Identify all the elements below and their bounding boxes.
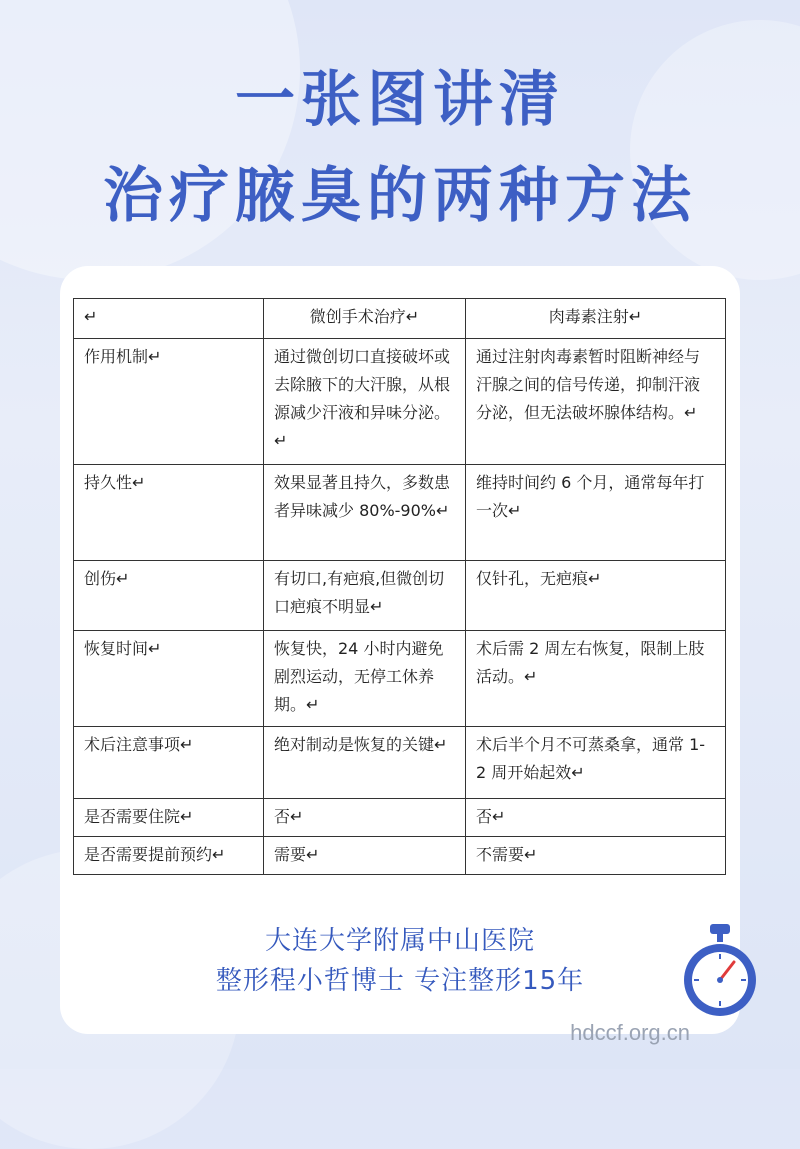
table-row bbox=[74, 561, 726, 631]
table-cell: 有切口,有疤痕,但微创切口疤痕不明显↵ bbox=[264, 561, 466, 631]
table-cell: 效果显著且持久，多数患者异味减少 80%-90%↵ bbox=[264, 465, 466, 561]
table-cell: 恢复快，24 小时内避免剧烈运动，无停工休养期。↵ bbox=[264, 631, 466, 727]
page-title-line2: 治疗腋臭的两种方法 bbox=[103, 161, 697, 231]
table-cell: 术后需 2 周左右恢复，限制上肢活动。↵ bbox=[466, 631, 726, 727]
table-row bbox=[74, 465, 726, 561]
header-cell-botox: 肉毒素注射↵ bbox=[466, 299, 726, 339]
row-label: 持久性↵ bbox=[74, 465, 264, 561]
watermark-text: hdccf.org.cn bbox=[570, 1020, 690, 1045]
table-cell: 否↵ bbox=[264, 799, 466, 837]
background-blob bbox=[0, 0, 300, 280]
row-label: 是否需要提前预约↵ bbox=[74, 837, 264, 875]
page-title-line1: 一张图讲清 bbox=[235, 65, 565, 135]
header-cell-empty: ↵ bbox=[74, 299, 264, 339]
hospital-name: 大连大学附属中山医院 bbox=[264, 926, 535, 956]
table-cell: 仅针孔，无疤痕↵ bbox=[466, 561, 726, 631]
table-row bbox=[74, 727, 726, 799]
row-label: 作用机制↵ bbox=[74, 339, 264, 465]
row-label: 恢复时间↵ bbox=[74, 631, 264, 727]
stopwatch-icon bbox=[680, 922, 760, 1022]
row-label: 创伤↵ bbox=[74, 561, 264, 631]
table-row bbox=[74, 799, 726, 837]
table-row bbox=[74, 339, 726, 465]
table-header-row bbox=[74, 299, 726, 339]
table-cell: 需要↵ bbox=[264, 837, 466, 875]
row-label: 术后注意事项↵ bbox=[74, 727, 264, 799]
table-cell: 维持时间约 6 个月，通常每年打一次↵ bbox=[466, 465, 726, 561]
table-row bbox=[74, 631, 726, 727]
table-row bbox=[74, 837, 726, 875]
table-cell: 术后半个月不可蒸桑拿，通常 1-2 周开始起效↵ bbox=[466, 727, 726, 799]
table-cell: 通过注射肉毒素暂时阻断神经与汗腺之间的信号传递，抑制汗液分泌，但无法破坏腺体结构。↵ bbox=[466, 339, 726, 465]
table-cell: 绝对制动是恢复的关键↵ bbox=[264, 727, 466, 799]
header-cell-surgery: 微创手术治疗↵ bbox=[264, 299, 466, 339]
doctor-tagline: 整形程小哲博士 专注整形15年 bbox=[215, 966, 585, 996]
table-cell: 不需要↵ bbox=[466, 837, 726, 875]
table-cell: 通过微创切口直接破坏或去除腋下的大汗腺，从根源减少汗液和异味分泌。↵ bbox=[264, 339, 466, 465]
comparison-table bbox=[73, 298, 726, 875]
row-label: 是否需要住院↵ bbox=[74, 799, 264, 837]
table-cell: 否↵ bbox=[466, 799, 726, 837]
